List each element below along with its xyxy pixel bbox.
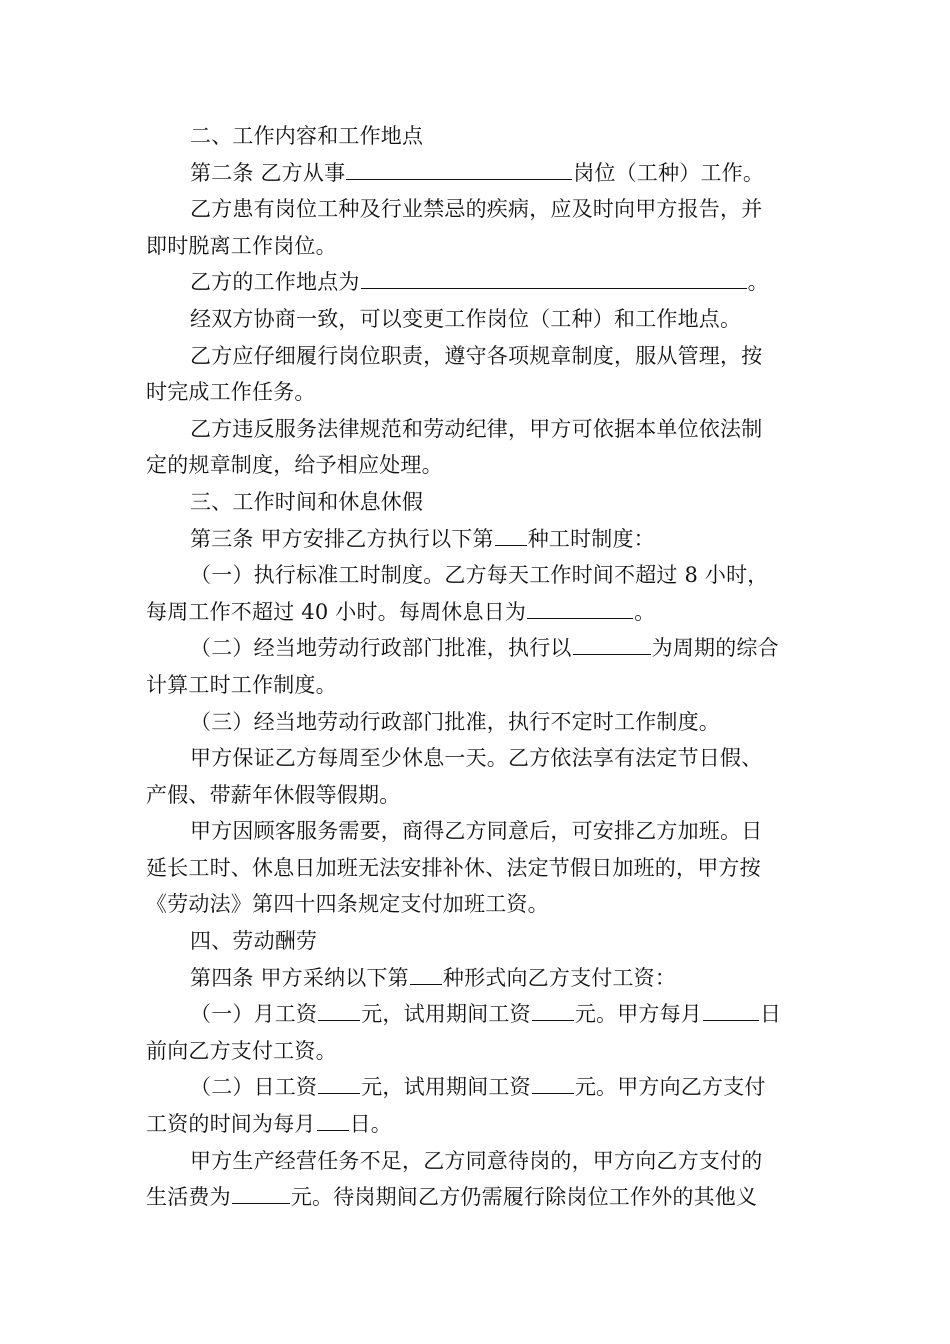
- text-segment: 日。: [349, 1112, 393, 1137]
- text-segment: 日: [760, 1002, 782, 1027]
- paragraph-line: （一）执行标准工时制度。乙方每天工作时间不超过 8 小时，: [190, 563, 769, 588]
- fill-blank: [532, 1092, 574, 1094]
- paragraph-line: 时完成工作任务。: [146, 380, 316, 405]
- text-segment: 。: [634, 599, 656, 624]
- paragraph-line: 甲方因顾客服务需要，商得乙方同意后，可安排乙方加班。日: [190, 819, 763, 844]
- text-segment: 元。待岗期间乙方仍需履行除岗位工作外的其他义: [290, 1185, 758, 1210]
- section-heading-4: 四、劳动酬劳: [190, 929, 318, 954]
- text-segment: 。: [747, 270, 769, 295]
- text-segment: 种形式向乙方支付工资：: [442, 965, 677, 990]
- text-segment: （一）月工资: [190, 1002, 318, 1027]
- article-2: [146, 155, 810, 192]
- text-segment: 为周期的综合: [651, 636, 779, 661]
- text-segment: 元，试用期间工资: [361, 1002, 531, 1027]
- text-segment: 元。甲方每月: [574, 1002, 703, 1027]
- fill-blank: [703, 1019, 759, 1021]
- paragraph-line: 即时脱离工作岗位。: [146, 233, 337, 258]
- fill-blank: [318, 1019, 360, 1021]
- pay-day-line: [146, 1106, 810, 1143]
- text-segment: 第二条 乙方从事: [190, 160, 346, 185]
- paragraph-line: 乙方应仔细履行岗位职责，遵守各项规章制度，服从管理，按: [190, 343, 763, 368]
- paragraph-line: （三）经当地劳动行政部门批准，执行不定时工作制度。: [190, 709, 720, 734]
- paragraph-line: 乙方违反服务法律规范和劳动纪律，甲方可依据本单位依法制: [190, 416, 763, 441]
- paragraph-line: 甲方生产经营任务不足，乙方同意待岗的，甲方向乙方支付的: [190, 1148, 763, 1173]
- text-segment: 岗位（工种）工作。: [573, 160, 765, 185]
- section-heading-2: 二、工作内容和工作地点: [190, 124, 424, 148]
- fill-blank: [346, 178, 572, 180]
- paragraph-line: 产假、带薪年休假等假期。: [146, 782, 401, 807]
- article-4: [146, 960, 810, 997]
- daily-wage-line: [146, 1069, 810, 1106]
- fill-blank: [318, 1092, 360, 1094]
- fill-blank: [317, 1129, 349, 1131]
- rest-day-line: [146, 594, 810, 631]
- paragraph-line: 定的规章制度，给予相应处理。: [146, 453, 443, 478]
- paragraph-line: 计算工时工作制度。: [146, 672, 337, 697]
- paragraph-line: 乙方患有岗位工种及行业禁忌的疾病，应及时向甲方报告，并: [190, 197, 763, 222]
- text-segment: 生活费为: [146, 1185, 231, 1210]
- living-allowance-line: [146, 1179, 810, 1216]
- article-3: [146, 521, 810, 558]
- text-segment: 元。甲方向乙方支付: [574, 1075, 766, 1100]
- monthly-wage-line: [146, 996, 810, 1033]
- text-segment: （二）经当地劳动行政部门批准，执行以: [190, 636, 572, 661]
- paragraph-line: 经双方协商一致，可以变更工作岗位（工种）和工作地点。: [190, 306, 742, 331]
- paragraph-line: 前向乙方支付工资。: [146, 1038, 337, 1063]
- fill-blank: [410, 983, 442, 985]
- text-segment: 种工时制度：: [527, 526, 655, 551]
- period-line: [146, 630, 810, 667]
- fill-blank: [232, 1202, 290, 1204]
- fill-blank: [361, 287, 747, 289]
- fill-blank: [495, 544, 527, 546]
- paragraph-line: 《劳动法》第四十四条规定支付加班工资。: [146, 892, 549, 917]
- fill-blank: [532, 1019, 574, 1021]
- text-segment: 工资的时间为每月: [146, 1112, 316, 1137]
- text-segment: 第四条 甲方采纳以下第: [190, 965, 409, 990]
- text-segment: 每周工作不超过 40 小时。每周休息日为: [146, 599, 527, 624]
- section-heading-3: 三、工作时间和休息休假: [190, 489, 424, 514]
- text-segment: （二）日工资: [190, 1075, 318, 1100]
- text-segment: 乙方的工作地点为: [190, 270, 360, 295]
- fill-blank: [573, 653, 651, 655]
- fill-blank: [527, 617, 633, 619]
- paragraph-line: 延长工时、休息日加班无法安排补休、法定节假日加班的，甲方按: [146, 855, 761, 880]
- text-segment: 元，试用期间工资: [361, 1075, 531, 1100]
- paragraph-line: 甲方保证乙方每周至少休息一天。乙方依法享有法定节日假、: [190, 746, 763, 771]
- work-location-line: [146, 264, 810, 301]
- text-segment: 第三条 甲方安排乙方执行以下第: [190, 526, 494, 551]
